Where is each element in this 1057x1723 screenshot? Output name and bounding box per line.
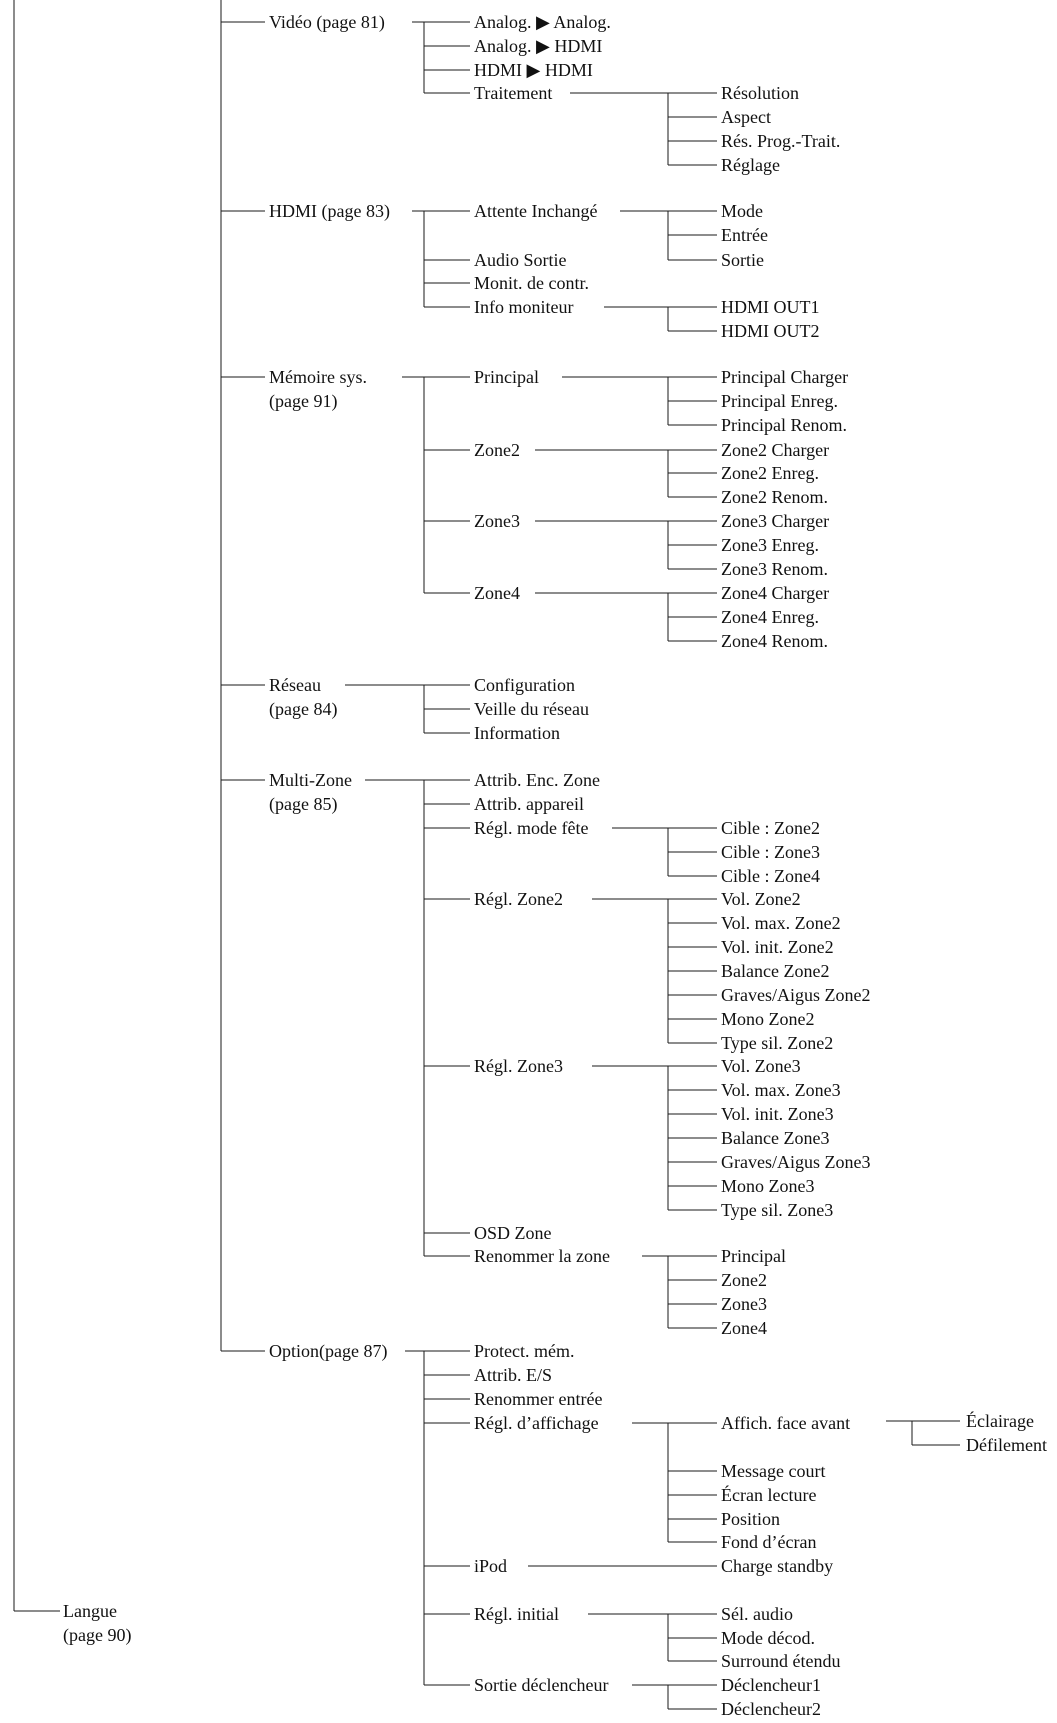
affichage-item: Écran lecture [721, 1485, 817, 1505]
affichage-item: Position [721, 1509, 781, 1529]
traitement-item: Résolution [721, 83, 800, 103]
info-moniteur-item: HDMI OUT2 [721, 321, 820, 341]
multizone-item: Régl. Zone3 [474, 1056, 563, 1076]
hdmi-item: Attente Inchangé [474, 201, 598, 221]
multizone-item: Attrib. Enc. Zone [474, 770, 600, 790]
face-avant-item: Défilement [966, 1435, 1047, 1455]
zone3-item: Vol. Zone3 [721, 1056, 801, 1076]
initial-item: Mode décod. [721, 1628, 815, 1648]
declencheur-item: Déclencheur1 [721, 1675, 821, 1695]
memoire-item: Zone2 Renom. [721, 487, 828, 507]
fete-item: Cible : Zone2 [721, 818, 820, 838]
multizone-item: Attrib. appareil [474, 794, 584, 814]
hdmi-label: HDMI (page 83) [269, 201, 390, 221]
zone2-item: Vol. Zone2 [721, 889, 801, 909]
option-item: Régl. d’affichage [474, 1413, 599, 1433]
zone2-item: Vol. init. Zone2 [721, 937, 834, 957]
zone3-item: Graves/Aigus Zone3 [721, 1152, 871, 1172]
reseau-title: Réseau [269, 675, 321, 695]
zone3-item: Vol. init. Zone3 [721, 1104, 834, 1124]
declencheur-item: Déclencheur2 [721, 1699, 821, 1719]
attente-item: Entrée [721, 225, 768, 245]
zone2-item: Vol. max. Zone2 [721, 913, 841, 933]
video-item: HDMI ▶ HDMI [474, 60, 593, 80]
video-item: Traitement [474, 83, 553, 103]
memoire-item: Zone4 Charger [721, 583, 830, 603]
memoire-title: Mémoire sys. [269, 367, 367, 387]
traitement-item: Réglage [721, 155, 780, 175]
zone3-item: Balance Zone3 [721, 1128, 830, 1148]
renommer-item: Zone4 [721, 1318, 767, 1338]
video-item: Analog. ▶ HDMI [474, 36, 603, 56]
option-item: Sortie déclencheur [474, 1675, 609, 1695]
affichage-item: Fond d’écran [721, 1532, 817, 1552]
option-item: Protect. mém. [474, 1341, 575, 1361]
hdmi-item: Audio Sortie [474, 250, 567, 270]
zone2-item: Mono Zone2 [721, 1009, 815, 1029]
zone3-item: Vol. max. Zone3 [721, 1080, 841, 1100]
memoire-group: Principal [474, 367, 539, 387]
memoire-item: Principal Charger [721, 367, 849, 387]
memoire-group: Zone2 [474, 440, 520, 460]
traitement-item: Rés. Prog.-Trait. [721, 131, 841, 151]
multizone-item: Régl. Zone2 [474, 889, 563, 909]
reseau-item: Configuration [474, 675, 575, 695]
langue-page: (page 90) [63, 1625, 132, 1645]
memoire-item: Principal Renom. [721, 415, 847, 435]
traitement-item: Aspect [721, 107, 771, 127]
multizone-page: (page 85) [269, 794, 338, 814]
memoire-page: (page 91) [269, 391, 338, 411]
option-item: Régl. initial [474, 1604, 559, 1624]
renommer-item: Principal [721, 1246, 786, 1266]
reseau-item: Information [474, 723, 560, 743]
fete-item: Cible : Zone4 [721, 866, 820, 886]
memoire-item: Zone2 Charger [721, 440, 830, 460]
zone2-item: Type sil. Zone2 [721, 1033, 834, 1053]
langue-title: Langue [63, 1601, 117, 1621]
memoire-group: Zone4 [474, 583, 520, 603]
zone3-item: Mono Zone3 [721, 1176, 815, 1196]
affichage-item: Message court [721, 1461, 826, 1481]
multizone-item: Renommer la zone [474, 1246, 610, 1266]
multizone-item: Régl. mode fête [474, 818, 589, 838]
info-moniteur-item: HDMI OUT1 [721, 297, 820, 317]
memoire-item: Zone3 Enreg. [721, 535, 819, 555]
affichage-item: Affich. face avant [721, 1413, 851, 1433]
ipod-item: Charge standby [721, 1556, 834, 1576]
memoire-item: Zone4 Enreg. [721, 607, 819, 627]
attente-item: Sortie [721, 250, 764, 270]
renommer-item: Zone2 [721, 1270, 767, 1290]
memoire-item: Principal Enreg. [721, 391, 838, 411]
option-label: Option(page 87) [269, 1341, 388, 1361]
memoire-item: Zone4 Renom. [721, 631, 828, 651]
option-item: Renommer entrée [474, 1389, 603, 1409]
zone3-item: Type sil. Zone3 [721, 1200, 834, 1220]
memoire-item: Zone3 Renom. [721, 559, 828, 579]
multizone-item: OSD Zone [474, 1223, 552, 1243]
zone2-item: Graves/Aigus Zone2 [721, 985, 871, 1005]
reseau-page: (page 84) [269, 699, 338, 719]
hdmi-item: Monit. de contr. [474, 273, 589, 293]
initial-item: Surround étendu [721, 1651, 841, 1671]
memoire-item: Zone2 Enreg. [721, 463, 819, 483]
zone2-item: Balance Zone2 [721, 961, 830, 981]
attente-item: Mode [721, 201, 763, 221]
face-avant-item: Éclairage [966, 1411, 1034, 1431]
renommer-item: Zone3 [721, 1294, 767, 1314]
hdmi-item: Info moniteur [474, 297, 574, 317]
reseau-item: Veille du réseau [474, 699, 589, 719]
initial-item: Sél. audio [721, 1604, 793, 1624]
fete-item: Cible : Zone3 [721, 842, 820, 862]
option-item: iPod [474, 1556, 508, 1576]
video-label: Vidéo (page 81) [269, 12, 385, 32]
multizone-title: Multi-Zone [269, 770, 352, 790]
memoire-group: Zone3 [474, 511, 520, 531]
memoire-item: Zone3 Charger [721, 511, 830, 531]
video-item: Analog. ▶ Analog. [474, 12, 611, 32]
option-item: Attrib. E/S [474, 1365, 553, 1385]
